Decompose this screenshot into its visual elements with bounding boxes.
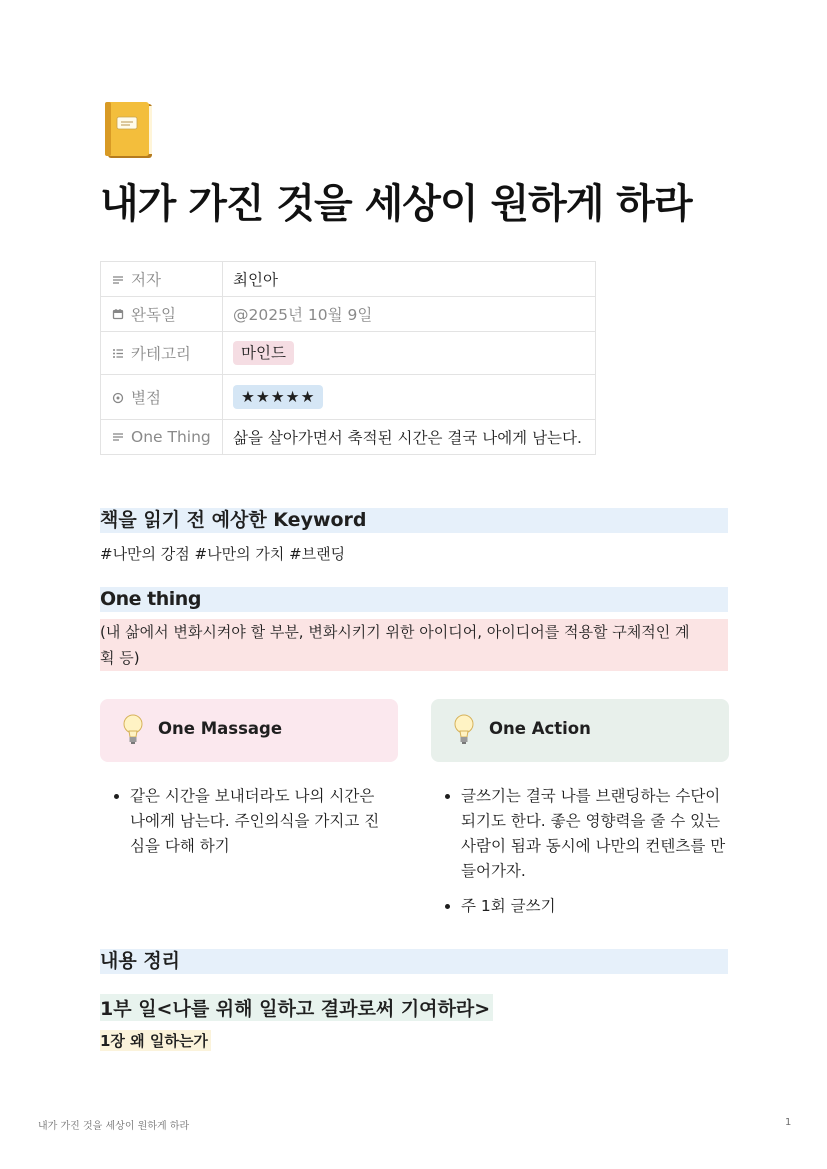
list-item: • 주 1회 글쓰기 — [461, 894, 729, 919]
page-title: 내가 가진 것을 세상이 원하게 하라 — [100, 181, 692, 227]
list-item: • 같은 시간을 보내더라도 나의 시간은 나에게 남는다. 주인의식을 가지고 진심을 다해 하기 — [130, 784, 388, 859]
property-value[interactable]: 삶을 살아가면서 축적된 시간은 결국 나에게 남는다. — [223, 420, 596, 455]
circle-dot-icon — [111, 390, 125, 404]
property-key: 저자 — [131, 271, 161, 289]
property-key: One Thing — [131, 428, 211, 446]
category-tag[interactable]: 마인드 — [233, 341, 294, 365]
one-action-list — [431, 784, 729, 929]
property-key: 별점 — [131, 389, 161, 407]
property-row-category[interactable] — [101, 332, 596, 375]
property-key: 완독일 — [131, 306, 176, 324]
one-massage-callout — [100, 699, 398, 762]
property-row-one-thing[interactable] — [101, 420, 596, 455]
property-row-finished-date[interactable] — [101, 297, 596, 332]
property-row-author[interactable] — [101, 262, 596, 297]
one-thing-note-line: 획 등) — [100, 649, 140, 667]
property-key: 카테고리 — [131, 345, 191, 363]
calendar-icon — [111, 307, 125, 321]
properties-table — [100, 261, 596, 455]
footer-title: 내가 가진 것을 세상이 원하게 하라 — [38, 1121, 190, 1132]
one-thing-note — [100, 619, 728, 671]
lightbulb-icon — [122, 713, 144, 747]
keyword-heading: 책을 읽기 전 예상한 Keyword — [100, 508, 728, 533]
property-value[interactable]: @2025년 10월 9일 — [223, 297, 596, 332]
text-lines-icon — [111, 429, 125, 443]
text-lines-icon — [111, 272, 125, 286]
list-icon — [111, 346, 125, 360]
notebook-icon — [102, 100, 156, 160]
rating-tag[interactable]: ★★★★★ — [233, 385, 323, 409]
summary-heading: 내용 정리 — [100, 949, 728, 974]
keyword-text: #나만의 강점 #나만의 가치 #브랜딩 — [100, 545, 346, 563]
chapter-heading: 1장 왜 일하는가 — [100, 1030, 211, 1051]
list-item: • 글쓰기는 결국 나를 브랜딩하는 수단이 되기도 한다. 좋은 영향력을 줄 수 있는 사람이 됨과 동시에 나만의 컨텐츠를 만들어가자. — [461, 784, 729, 884]
property-row-rating[interactable] — [101, 375, 596, 420]
one-massage-label: One Massage — [158, 719, 283, 738]
one-thing-note-line: (내 삶에서 변화시켜야 할 부분, 변화시키기 위한 아이디어, 아이디어를 적용할 구체적인 계 — [100, 623, 690, 641]
one-action-label: One Action — [489, 719, 591, 738]
lightbulb-icon — [453, 713, 475, 747]
property-value[interactable]: 최인아 — [223, 262, 596, 297]
one-massage-list — [100, 784, 388, 869]
one-action-callout — [431, 699, 729, 762]
part-heading: 1부 일<나를 위해 일하고 결과로써 기여하라> — [100, 994, 493, 1021]
page-number: 1 — [785, 1117, 792, 1128]
one-thing-heading: One thing — [100, 587, 728, 612]
